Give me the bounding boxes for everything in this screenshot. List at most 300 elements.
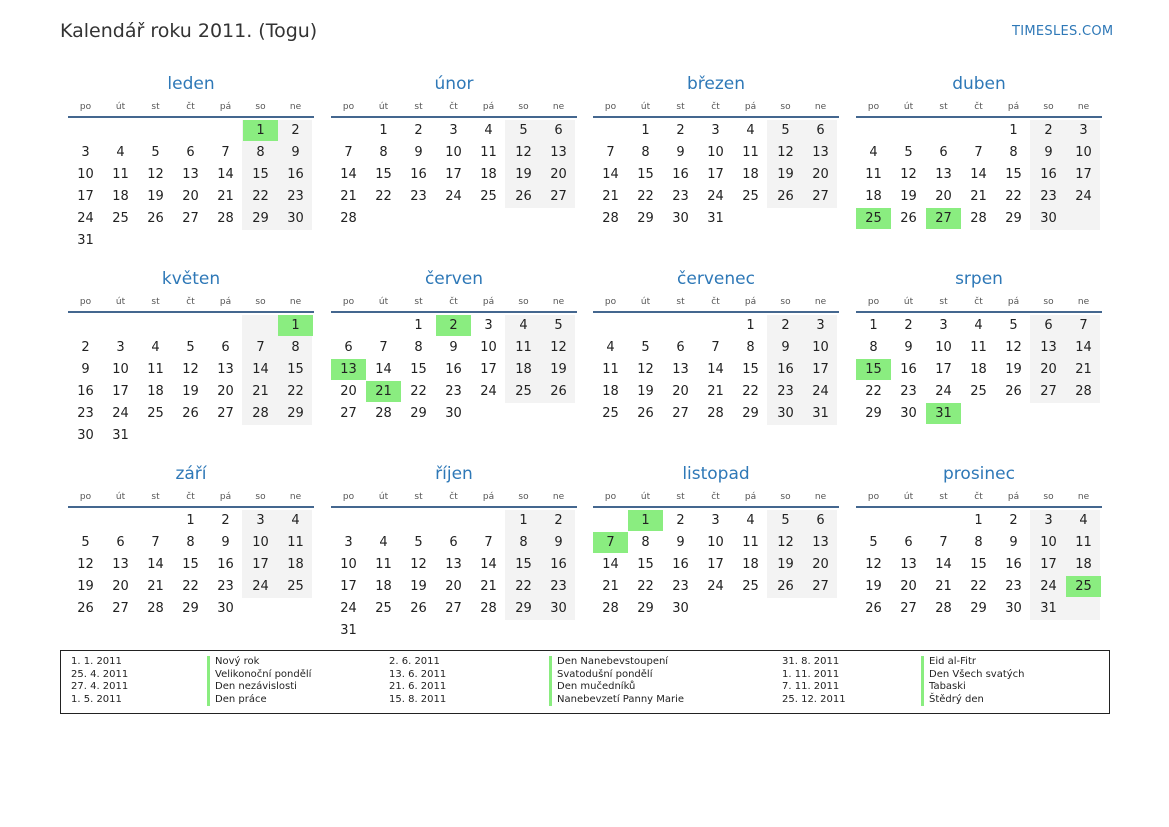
header-rule xyxy=(856,116,1102,118)
header-rule xyxy=(593,506,839,508)
weekday-label: st xyxy=(414,102,423,112)
day-cell: 8 xyxy=(974,535,983,550)
legend-names-col1 xyxy=(207,656,311,706)
day-cell: 25 xyxy=(375,601,392,616)
day-cell: 2 xyxy=(81,340,90,355)
day-cell: 17 xyxy=(707,557,724,572)
day-cell: 9 xyxy=(221,535,230,550)
day-cell: 29 xyxy=(1005,211,1022,226)
day-cell: 16 xyxy=(217,557,234,572)
weekday-label: ne xyxy=(1077,492,1090,502)
day-cell: 18 xyxy=(742,167,759,182)
day-cell: 24 xyxy=(112,406,129,421)
weekday-label: út xyxy=(903,297,914,307)
day-cell: 1 xyxy=(974,513,983,528)
day-cell: 6 xyxy=(554,123,563,138)
day-cell: 6 xyxy=(939,145,948,160)
day-cell: 16 xyxy=(777,362,794,377)
day-cell: 6 xyxy=(816,123,825,138)
day-cell: 13 xyxy=(182,167,199,182)
day-cell: 4 xyxy=(606,340,615,355)
weekday-label: po xyxy=(604,297,617,307)
day-cell: 21 xyxy=(935,579,952,594)
weekday-label: po xyxy=(867,297,880,307)
day-cell: 12 xyxy=(550,340,567,355)
weekday-label: po xyxy=(342,102,355,112)
legend-names-col3 xyxy=(921,656,1025,706)
day-cell: 25 xyxy=(147,406,164,421)
day-cell: 23 xyxy=(550,579,567,594)
header-rule xyxy=(331,506,577,508)
day-cell: 17 xyxy=(340,579,357,594)
weekday-label: so xyxy=(518,102,529,112)
weekday-label: st xyxy=(676,102,685,112)
weekday-label: po xyxy=(79,102,92,112)
day-cell: 28 xyxy=(1075,384,1092,399)
day-cell: 17 xyxy=(480,362,497,377)
day-cell: 17 xyxy=(1040,557,1057,572)
legend-names-col2 xyxy=(549,656,684,706)
day-cell: 6 xyxy=(221,340,230,355)
month-name: srpen xyxy=(955,269,1003,289)
legend-holiday-name: Den nezávislosti xyxy=(207,681,311,694)
day-cell: 23 xyxy=(1040,189,1057,204)
day-cell: 30 xyxy=(217,601,234,616)
day-cell: 26 xyxy=(147,211,164,226)
weekday-label: so xyxy=(255,492,266,502)
day-cell: 20 xyxy=(217,384,234,399)
month-name: leden xyxy=(167,74,215,94)
day-cell: 27 xyxy=(1040,384,1057,399)
day-cell: 24 xyxy=(935,384,952,399)
day-cell: 14 xyxy=(970,167,987,182)
month-name: červenec xyxy=(677,269,755,289)
weekday-label: pá xyxy=(482,297,495,307)
weekday-label: ne xyxy=(552,492,565,502)
legend-date: 15. 8. 2011 xyxy=(389,693,447,705)
weekday-label: pá xyxy=(744,297,757,307)
month-name: květen xyxy=(161,269,221,289)
weekday-label: so xyxy=(780,297,791,307)
day-cell: 11 xyxy=(742,535,759,550)
day-cell: 20 xyxy=(112,579,129,594)
weekday-label: čt xyxy=(974,297,983,307)
holiday-legend xyxy=(60,650,1110,714)
day-cell: 13 xyxy=(812,535,829,550)
holiday-day-cell: 21 xyxy=(366,381,401,402)
day-cell: 20 xyxy=(672,384,689,399)
day-cell: 20 xyxy=(1040,362,1057,377)
day-cell: 18 xyxy=(480,167,497,182)
day-cell: 15 xyxy=(375,167,392,182)
day-cell: 10 xyxy=(112,362,129,377)
day-cell: 3 xyxy=(116,340,125,355)
day-cell: 23 xyxy=(287,189,304,204)
weekday-label: st xyxy=(151,102,160,112)
day-cell: 5 xyxy=(641,340,650,355)
day-cell: 23 xyxy=(445,384,462,399)
legend-holiday-name: Den práce xyxy=(207,694,311,707)
day-cell: 26 xyxy=(182,406,199,421)
day-cell: 14 xyxy=(375,362,392,377)
day-cell: 3 xyxy=(344,535,353,550)
day-cell: 16 xyxy=(77,384,94,399)
day-cell: 4 xyxy=(484,123,493,138)
weekday-label: út xyxy=(115,102,126,112)
weekday-label: čt xyxy=(449,492,458,502)
weekday-label: čt xyxy=(186,297,195,307)
day-cell: 3 xyxy=(711,123,720,138)
day-cell: 11 xyxy=(112,167,129,182)
day-cell: 18 xyxy=(970,362,987,377)
day-cell: 28 xyxy=(707,406,724,421)
weekday-label: pá xyxy=(219,102,232,112)
day-cell: 29 xyxy=(970,601,987,616)
day-cell: 13 xyxy=(112,557,129,572)
day-cell: 22 xyxy=(637,189,654,204)
day-cell: 6 xyxy=(904,535,913,550)
legend-date: 27. 4. 2011 xyxy=(71,681,129,692)
day-cell: 10 xyxy=(935,340,952,355)
legend-holiday-name: Nanebevzetí Panny Marie xyxy=(549,694,684,707)
day-cell: 7 xyxy=(221,145,230,160)
legend-holiday-name: Velikonoční pondělí xyxy=(207,669,311,682)
day-cell: 23 xyxy=(672,189,689,204)
day-cell: 22 xyxy=(375,189,392,204)
day-cell: 27 xyxy=(445,601,462,616)
legend-date: 13. 6. 2011 xyxy=(389,668,447,680)
day-cell: 27 xyxy=(900,601,917,616)
day-cell: 6 xyxy=(816,513,825,528)
weekday-label: út xyxy=(378,492,389,502)
day-cell: 26 xyxy=(637,406,654,421)
day-cell: 17 xyxy=(112,384,129,399)
day-cell: 19 xyxy=(900,189,917,204)
day-cell: 9 xyxy=(1009,535,1018,550)
weekday-label: pá xyxy=(744,492,757,502)
day-cell: 29 xyxy=(742,406,759,421)
day-cell: 13 xyxy=(900,557,917,572)
day-cell: 29 xyxy=(252,211,269,226)
day-cell: 15 xyxy=(410,362,427,377)
day-cell: 21 xyxy=(340,189,357,204)
day-cell: 3 xyxy=(711,513,720,528)
day-cell: 11 xyxy=(375,557,392,572)
header-rule xyxy=(68,311,314,313)
legend-dates-col2 xyxy=(389,656,446,706)
day-cell: 20 xyxy=(340,384,357,399)
day-cell: 18 xyxy=(112,189,129,204)
weekday-label: st xyxy=(414,297,423,307)
legend-holiday-name: Tabaski xyxy=(921,681,1025,694)
day-cell: 12 xyxy=(147,167,164,182)
header-rule xyxy=(856,311,1102,313)
day-cell: 19 xyxy=(147,189,164,204)
day-cell: 21 xyxy=(147,579,164,594)
weekday-label: pá xyxy=(219,492,232,502)
day-cell: 9 xyxy=(1044,145,1053,160)
day-cell: 27 xyxy=(672,406,689,421)
day-cell: 6 xyxy=(449,535,458,550)
day-cell: 3 xyxy=(256,513,265,528)
weekday-label: st xyxy=(939,102,948,112)
weekday-label: čt xyxy=(974,492,983,502)
day-cell: 19 xyxy=(410,579,427,594)
day-cell: 11 xyxy=(287,535,304,550)
day-cell: 24 xyxy=(77,211,94,226)
day-cell: 20 xyxy=(935,189,952,204)
day-cell: 4 xyxy=(379,535,388,550)
holiday-day-cell: 15 xyxy=(856,359,891,380)
day-cell: 21 xyxy=(1075,362,1092,377)
day-cell: 24 xyxy=(707,579,724,594)
weekday-label: st xyxy=(676,297,685,307)
day-cell: 14 xyxy=(340,167,357,182)
day-cell: 13 xyxy=(445,557,462,572)
day-cell: 5 xyxy=(81,535,90,550)
day-cell: 28 xyxy=(970,211,987,226)
day-cell: 25 xyxy=(515,384,532,399)
weekday-label: pá xyxy=(1007,492,1020,502)
holiday-day-cell: 1 xyxy=(628,510,663,531)
day-cell: 26 xyxy=(900,211,917,226)
weekday-label: po xyxy=(79,297,92,307)
day-cell: 27 xyxy=(812,189,829,204)
day-cell: 15 xyxy=(1005,167,1022,182)
day-cell: 3 xyxy=(449,123,458,138)
day-cell: 25 xyxy=(287,579,304,594)
day-cell: 11 xyxy=(1075,535,1092,550)
day-cell: 4 xyxy=(974,318,983,333)
day-cell: 4 xyxy=(869,145,878,160)
weekday-label: pá xyxy=(1007,297,1020,307)
day-cell: 26 xyxy=(77,601,94,616)
day-cell: 31 xyxy=(707,211,724,226)
day-cell: 1 xyxy=(869,318,878,333)
legend-date: 25. 4. 2011 xyxy=(71,668,129,680)
day-cell: 25 xyxy=(480,189,497,204)
day-cell: 16 xyxy=(900,362,917,377)
day-cell: 28 xyxy=(217,211,234,226)
weekday-label: st xyxy=(939,297,948,307)
day-cell: 15 xyxy=(742,362,759,377)
weekday-label: út xyxy=(115,297,126,307)
day-cell: 11 xyxy=(602,362,619,377)
legend-holiday-name: Svatodušní pondělí xyxy=(549,669,684,682)
weekday-label: čt xyxy=(711,492,720,502)
day-cell: 12 xyxy=(77,557,94,572)
day-cell: 24 xyxy=(480,384,497,399)
day-cell: 20 xyxy=(445,579,462,594)
day-cell: 21 xyxy=(480,579,497,594)
header-rule xyxy=(593,116,839,118)
day-cell: 6 xyxy=(344,340,353,355)
day-cell: 26 xyxy=(410,601,427,616)
day-cell: 23 xyxy=(672,579,689,594)
weekday-label: čt xyxy=(449,102,458,112)
weekday-label: so xyxy=(780,492,791,502)
day-cell: 17 xyxy=(445,167,462,182)
day-cell: 13 xyxy=(550,145,567,160)
day-cell: 15 xyxy=(637,167,654,182)
day-cell: 9 xyxy=(781,340,790,355)
day-cell: 30 xyxy=(672,601,689,616)
day-cell: 29 xyxy=(637,601,654,616)
weekday-label: so xyxy=(255,102,266,112)
day-cell: 5 xyxy=(151,145,160,160)
weekday-label: ne xyxy=(552,102,565,112)
weekday-label: po xyxy=(342,297,355,307)
day-cell: 22 xyxy=(252,189,269,204)
weekday-label: út xyxy=(640,102,651,112)
day-cell: 12 xyxy=(410,557,427,572)
day-cell: 5 xyxy=(186,340,195,355)
weekday-label: po xyxy=(79,492,92,502)
day-cell: 22 xyxy=(1005,189,1022,204)
day-cell: 9 xyxy=(904,340,913,355)
day-cell: 10 xyxy=(445,145,462,160)
day-cell: 8 xyxy=(869,340,878,355)
day-cell: 30 xyxy=(445,406,462,421)
day-cell: 28 xyxy=(602,601,619,616)
day-cell: 22 xyxy=(637,579,654,594)
day-cell: 28 xyxy=(375,406,392,421)
day-cell: 3 xyxy=(939,318,948,333)
weekday-label: so xyxy=(1043,297,1054,307)
header-rule xyxy=(331,116,577,118)
legend-dates-col1 xyxy=(71,656,128,706)
weekday-label: so xyxy=(255,297,266,307)
day-cell: 10 xyxy=(1040,535,1057,550)
weekday-label: pá xyxy=(744,102,757,112)
day-cell: 4 xyxy=(746,123,755,138)
day-cell: 7 xyxy=(151,535,160,550)
day-cell: 8 xyxy=(1009,145,1018,160)
day-cell: 19 xyxy=(1005,362,1022,377)
day-cell: 30 xyxy=(1040,211,1057,226)
day-cell: 22 xyxy=(182,579,199,594)
day-cell: 31 xyxy=(812,406,829,421)
weekday-label: pá xyxy=(219,297,232,307)
day-cell: 22 xyxy=(410,384,427,399)
brand-link[interactable]: TIMESLES.COM xyxy=(1012,24,1114,39)
legend-holiday-name: Eid al-Fitr xyxy=(921,656,1025,669)
day-cell: 9 xyxy=(414,145,423,160)
day-cell: 31 xyxy=(1040,601,1057,616)
day-cell: 18 xyxy=(515,362,532,377)
day-cell: 7 xyxy=(711,340,720,355)
weekday-label: čt xyxy=(711,102,720,112)
day-cell: 7 xyxy=(939,535,948,550)
day-cell: 15 xyxy=(637,557,654,572)
weekday-label: čt xyxy=(974,102,983,112)
day-cell: 4 xyxy=(291,513,300,528)
holiday-day-cell: 1 xyxy=(243,120,278,141)
weekday-label: st xyxy=(939,492,948,502)
day-cell: 4 xyxy=(1079,513,1088,528)
day-cell: 5 xyxy=(554,318,563,333)
month-name: březen xyxy=(686,74,746,94)
header-rule xyxy=(856,506,1102,508)
day-cell: 11 xyxy=(480,145,497,160)
day-cell: 22 xyxy=(865,384,882,399)
day-cell: 14 xyxy=(1075,340,1092,355)
day-cell: 9 xyxy=(676,535,685,550)
weekday-label: út xyxy=(903,492,914,502)
weekday-label: ne xyxy=(1077,297,1090,307)
day-cell: 23 xyxy=(1005,579,1022,594)
day-cell: 24 xyxy=(812,384,829,399)
day-cell: 7 xyxy=(379,340,388,355)
day-cell: 12 xyxy=(777,535,794,550)
day-cell: 29 xyxy=(182,601,199,616)
day-cell: 23 xyxy=(77,406,94,421)
day-cell: 19 xyxy=(515,167,532,182)
day-cell: 2 xyxy=(221,513,230,528)
weekday-label: út xyxy=(115,492,126,502)
day-cell: 10 xyxy=(252,535,269,550)
weekday-label: čt xyxy=(711,297,720,307)
day-cell: 20 xyxy=(812,167,829,182)
day-cell: 28 xyxy=(147,601,164,616)
day-cell: 23 xyxy=(217,579,234,594)
legend-holiday-name: Den mučedníků xyxy=(549,681,684,694)
day-cell: 23 xyxy=(900,384,917,399)
day-cell: 28 xyxy=(935,601,952,616)
day-cell: 15 xyxy=(515,557,532,572)
day-cell: 13 xyxy=(812,145,829,160)
day-cell: 3 xyxy=(81,145,90,160)
day-cell: 7 xyxy=(484,535,493,550)
day-cell: 18 xyxy=(147,384,164,399)
day-cell: 22 xyxy=(515,579,532,594)
day-cell: 15 xyxy=(287,362,304,377)
day-cell: 11 xyxy=(970,340,987,355)
day-cell: 20 xyxy=(812,557,829,572)
day-cell: 29 xyxy=(410,406,427,421)
day-cell: 24 xyxy=(445,189,462,204)
weekday-label: po xyxy=(604,102,617,112)
weekday-label: ne xyxy=(289,102,302,112)
day-cell: 23 xyxy=(410,189,427,204)
day-cell: 11 xyxy=(147,362,164,377)
day-cell: 13 xyxy=(1040,340,1057,355)
day-cell: 28 xyxy=(340,211,357,226)
day-cell: 11 xyxy=(865,167,882,182)
day-cell: 2 xyxy=(1009,513,1018,528)
day-cell: 4 xyxy=(519,318,528,333)
day-cell: 14 xyxy=(252,362,269,377)
day-cell: 20 xyxy=(550,167,567,182)
day-cell: 7 xyxy=(606,145,615,160)
weekday-label: st xyxy=(151,297,160,307)
day-cell: 7 xyxy=(1079,318,1088,333)
day-cell: 2 xyxy=(554,513,563,528)
legend-holiday-name: Nový rok xyxy=(207,656,311,669)
day-cell: 25 xyxy=(742,189,759,204)
day-cell: 8 xyxy=(186,535,195,550)
legend-dates-col3 xyxy=(782,656,846,706)
day-cell: 16 xyxy=(1040,167,1057,182)
day-cell: 26 xyxy=(777,579,794,594)
day-cell: 17 xyxy=(1075,167,1092,182)
day-cell: 23 xyxy=(777,384,794,399)
day-cell: 8 xyxy=(746,340,755,355)
weekday-label: ne xyxy=(1077,102,1090,112)
legend-date: 21. 6. 2011 xyxy=(389,681,447,692)
day-cell: 3 xyxy=(816,318,825,333)
day-cell: 19 xyxy=(777,557,794,572)
